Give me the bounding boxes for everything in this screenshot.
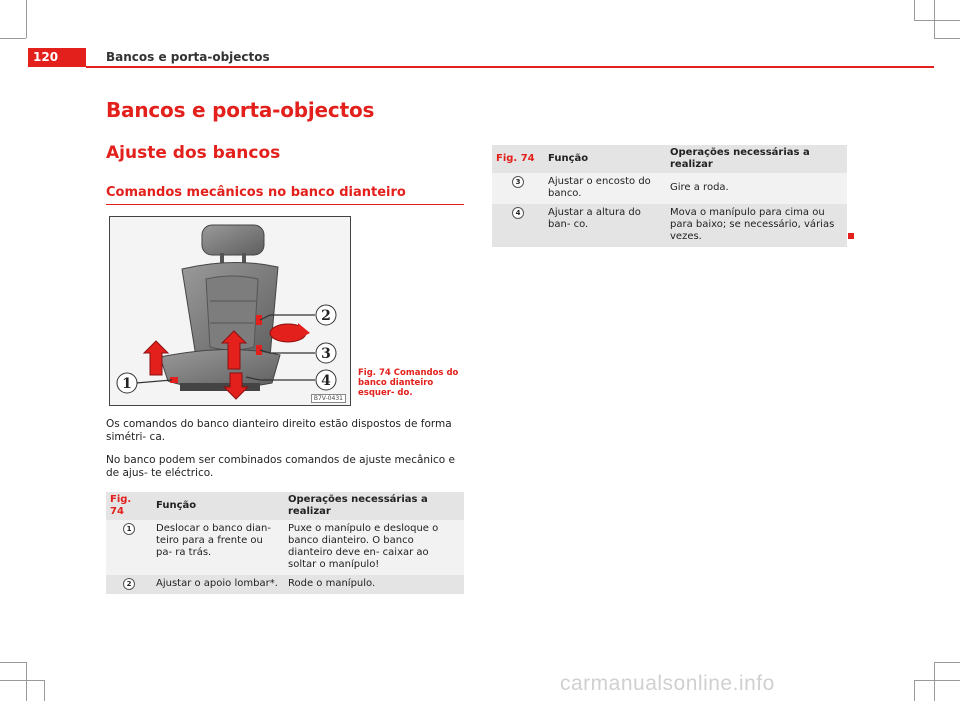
column-header-ref: Fig. 74 [492,145,544,173]
callout-2: 2 [321,308,331,324]
crop-mark [26,662,27,701]
column-header-function: Função [152,492,284,520]
crop-mark [914,20,960,21]
row-operation: Gire a roda. [666,173,847,204]
header-rule [86,66,934,68]
table-row [106,520,464,575]
section-end-mark [848,233,854,239]
controls-table-left [106,492,464,594]
column-header-function: Função [544,145,666,173]
crop-mark [934,662,935,701]
paragraph-symmetry: Os comandos do banco dianteiro direito estão dispostos de forma simétri- ca. [106,418,452,443]
figure-caption: Fig. 74 Comandos do banco dianteiro esquer- do. [358,368,459,398]
row-function: Ajustar o apoio lombar*. [152,575,284,594]
seat-figure [109,216,351,406]
row-operation: Mova o manípulo para cima ou para baixo; se necessário, várias vezes. [666,204,847,247]
subsection-rule [106,204,464,205]
callout-1: 1 [122,376,132,392]
section-title: Ajuste dos bancos [106,143,281,163]
row-operation: Rode o manípulo. [284,575,464,594]
figure-code: B7V-0431 [311,394,346,403]
crop-mark [0,662,26,663]
crop-mark [0,680,44,681]
crop-mark [934,0,935,38]
column-header-operations: Operações necessárias a realizar [666,145,847,173]
table-row [492,173,847,204]
crop-mark [26,0,27,38]
crop-mark [44,680,45,701]
callout-3: 3 [321,346,331,362]
table-header-row [106,492,464,520]
crop-mark [934,38,960,39]
table-row [106,575,464,594]
crop-mark [914,0,915,20]
crop-mark [934,662,960,663]
controls-table-right [492,145,847,247]
row-function: Deslocar o banco dian- teiro para a frente ou pa- ra trás. [152,520,284,575]
row-function: Ajustar o encosto do banco. [544,173,666,204]
row-number-badge: 1 [123,523,135,535]
seat-illustration [110,217,350,405]
crop-mark [914,680,915,701]
column-header-ref: Fig. 74 [106,492,152,520]
page-number: 120 [28,48,86,67]
subsection-title: Comandos mecânicos no banco dianteiro [106,185,406,200]
column-header-operations: Operações necessárias a realizar [284,492,464,520]
row-number-badge: 2 [123,578,135,590]
callout-4: 4 [321,373,331,389]
table-header-row [492,145,847,173]
row-function: Ajustar a altura do ban- co. [544,204,666,247]
row-number-badge: 4 [512,207,524,219]
running-header-title: Bancos e porta-objectos [106,50,270,64]
row-operation: Puxe o manípulo e desloque o banco dianteiro. O banco dianteiro deve en- caixar ao soltar o manípulo! [284,520,464,575]
crop-mark [0,38,26,39]
watermark: carmanualsonline.info [560,672,775,695]
row-number-badge: 3 [512,176,524,188]
paragraph-combination: No banco podem ser combinados comandos de ajuste mecânico e de ajus- te eléctrico. [106,454,455,479]
chapter-title: Bancos e porta-objectos [106,98,375,122]
table-row [492,204,847,247]
crop-mark [914,680,960,681]
